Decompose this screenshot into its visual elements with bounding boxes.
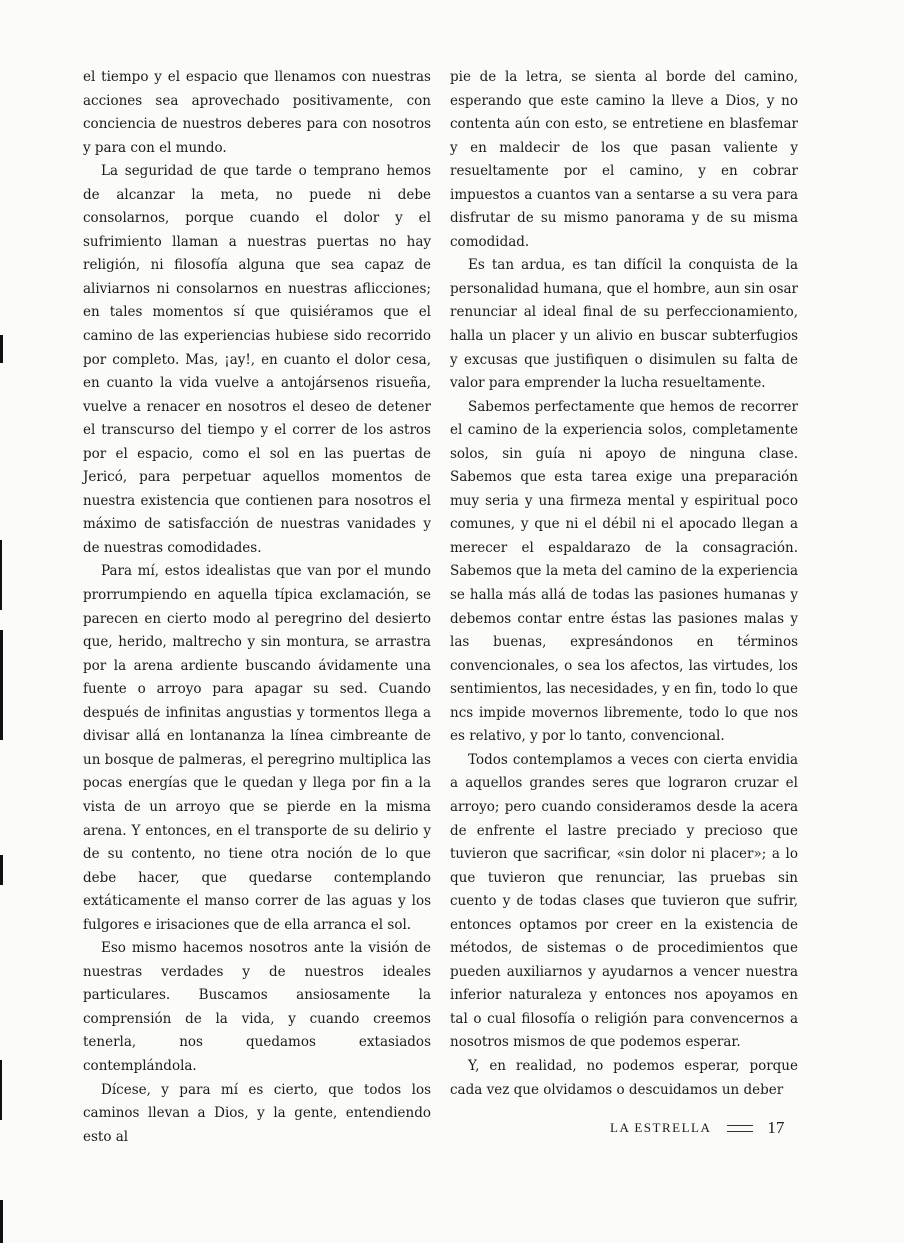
binding-mark bbox=[0, 855, 3, 885]
binding-mark bbox=[0, 630, 3, 740]
paragraph: pie de la letra, se sienta al borde del camino, esperando que este camino la lleve a Dios, y no contenta aún con esto, se entretiene en blasfemar y en maldecir de los que pasan valiente y resueltamente por el camino, y en cobrar impuestos a cuantos van a sentarse a su vera para disfrutar de su mismo panorama y de su misma comodidad. bbox=[450, 69, 798, 250]
right-column bbox=[450, 66, 798, 1102]
paragraph: Sabemos perfectamente que hemos de recorrer el camino de la experiencia solos, completamente solos, sin guía ni apoyo de ninguna clase. Sabemos que esta tarea exige una preparación muy seria y una firmeza mental y espiritual poco comunes, y que ni el débil ni el apocado llegan a merecer el espaldarazo de la consagración. Sabemos que la meta del camino de la experiencia se halla más allá de todas las pasiones humanas y debemos contar entre éstas las pasiones malas y las buenas, expresándonos en términos convencionales, o sea los afectos, las virtudes, los sentimientos, las necesidades, y en fin, todo lo que ncs impide movernos libremente, todo lo que nos es relativo, y por lo tanto, convencional. bbox=[450, 398, 798, 745]
binding-mark bbox=[0, 1200, 3, 1243]
paragraph: Todos contemplamos a veces con cierta envidia a aquellos grandes seres que lograron cruzar el arroyo; pero cuando consideramos desde la acera de enfrente el lastre preciado y precioso que tuvieron que sacrificar, «sin dolor ni placer»; a lo que tuvieron que renunciar, las pruebas sin cuento y de todas clases que tuvieron que sufrir, entonces optamos por creer en la existencia de métodos, de sistemas o de procedimientos que pueden auxiliarnos y ayudarnos a vencer nuestra inferior naturaleza y entonces nos apoyamos en tal o cual filosofía o religión para convencernos a nosotros mismos de que podemos esperar. bbox=[450, 751, 798, 1051]
paragraph: La seguridad de que tarde o temprano hemos de alcanzar la meta, no puede ni debe consolarnos, porque cuando el dolor y el sufrimiento llaman a nuestras puertas no hay religión, ni filosofía alguna que sea capaz de aliviarnos ni consolarnos en nuestras aflicciones; en tales momentos sí que quisiéramos que el camino de las experiencias hubiese sido recorrido por completo. Mas, ¡ay!, en cuanto el dolor cesa, en cuanto la vida vuelve a antojársenos risueña, vuelve a renacer en nosotros el deseo de detener el transcurso del tiempo y el correr de los astros por el espacio, como el sol en las puertas de Jericó, para perpetuar aquellos momentos de nuestra existencia que contienen para nosotros el máximo de satisfacción de nuestras vanidades y de nuestras comodidades. bbox=[83, 163, 431, 556]
left-column bbox=[83, 66, 431, 1149]
page-number: 17 bbox=[767, 1118, 785, 1137]
binding-mark bbox=[0, 1060, 2, 1120]
paragraph: el tiempo y el espacio que llenamos con nuestras acciones sea aprovechado positivamente, con conciencia de nuestros deberes para con nosotros y para con el mundo. bbox=[83, 69, 431, 156]
binding-mark bbox=[0, 335, 3, 363]
paragraph: Es tan ardua, es tan difícil la conquista de la personalidad humana, que el hombre, aun sin osar renunciar al ideal final de su perfeccionamiento, halla un placer y un alivio en buscar subterfugios y excusas que justifiquen o disimulen su falta de valor para emprender la lucha resueltamente. bbox=[450, 257, 798, 392]
paragraph: Eso mismo hacemos nosotros ante la visión de nuestras verdades y de nuestros ideales particulares. Buscamos ansiosamente la comprensión de la vida, y cuando creemos tenerla, nos quedamos extasiados contemplándola. bbox=[83, 940, 431, 1074]
publication-name: LA ESTRELLA bbox=[610, 1120, 712, 1135]
paragraph: Dícese, y para mí es cierto, que todos los caminos llevan a Dios, y la gente, entendiendo esto al bbox=[83, 1081, 431, 1145]
footer-rule bbox=[727, 1125, 753, 1132]
binding-mark bbox=[0, 540, 2, 610]
page-footer bbox=[610, 1118, 784, 1138]
paragraph: Y, en realidad, no podemos esperar, porque cada vez que olvidamos o descuidamos un deber bbox=[450, 1057, 798, 1098]
paragraph: Para mí, estos idealistas que van por el mundo prorrumpiendo en aquella típica exclamación, se parecen en cierto modo al peregrino del desierto que, herido, maltrecho y sin montura, se arrastra por la arena ardiente buscando ávidamente una fuente o arroyo para apagar su sed. Cuando después de infinitas angustias y tormentos llega a divisar allá en lontananza la línea cimbreante de un bosque de palmeras, el peregrino multiplica las pocas energías que le quedan y llega por fin a la vista de un arroyo que se pierde en la misma arena. Y entonces, en el transporte de su delirio y de su contento, no tiene otra noción de lo que debe hacer, que quedarse contemplando extáticamente el manso correr de las aguas y los fulgores e irisaciones que de ella arranca el sol. bbox=[83, 563, 431, 933]
